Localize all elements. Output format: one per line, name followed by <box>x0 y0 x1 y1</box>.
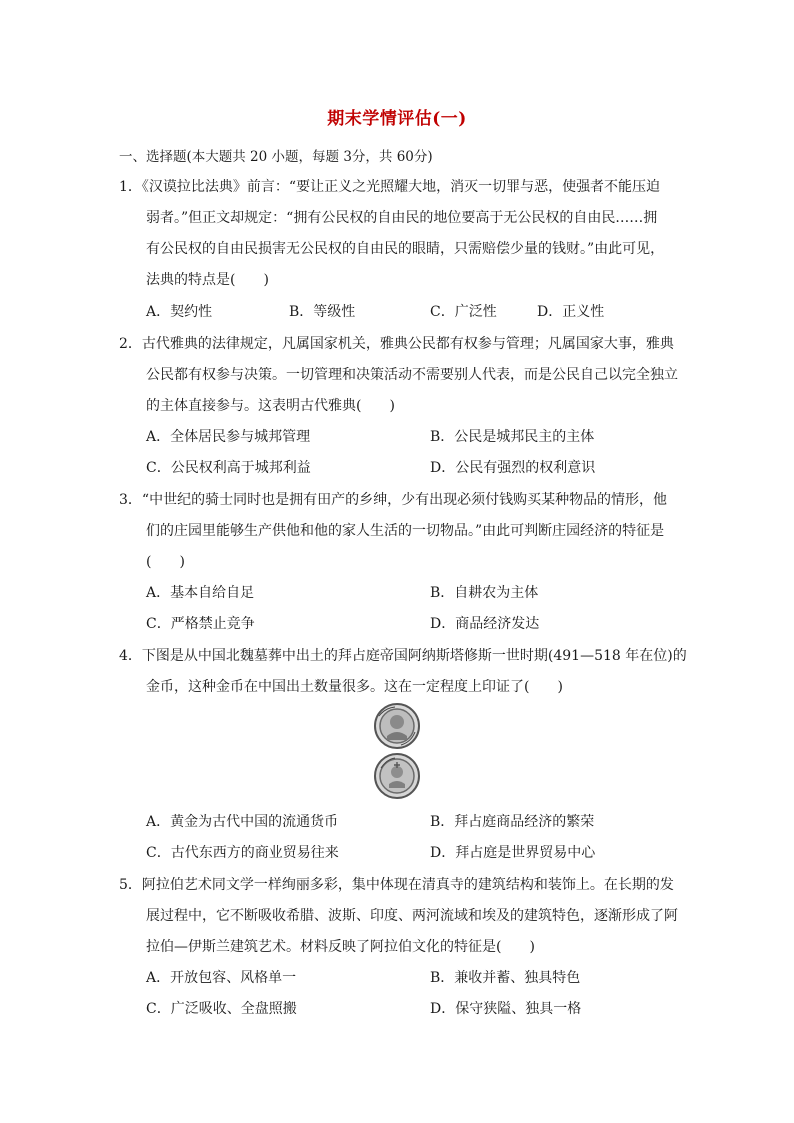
question-1-option-c: C．广泛性 <box>430 304 497 320</box>
question-1-line-1: 1．《汉谟拉比法典》前言：“要让正义之光照耀大地，消灭一切罪与恶，使强者不能压迫 <box>119 179 661 195</box>
question-1-option-d: D．正义性 <box>537 304 605 320</box>
question-4-option-c: C．古代东西方的商业贸易往来 <box>146 845 339 861</box>
question-4-option-a: A．黄金为古代中国的流通货币 <box>146 814 339 830</box>
question-3-option-b: B．自耕农为主体 <box>430 585 539 601</box>
question-4-line-2: 金币，这种金币在中国出土数量很多。这在一定程度上印证了( ) <box>146 679 563 695</box>
question-1-line-3: 有公民权的自由民损害无公民权的自由民的眼睛，只需赔偿少量的钱财。”由此可见， <box>146 241 665 257</box>
question-5-line-3: 拉伯—伊斯兰建筑艺术。材料反映了阿拉伯文化的特征是( ) <box>146 939 535 955</box>
question-2-line-3: 的主体直接参与。这表明古代雅典( ) <box>146 398 395 414</box>
question-1-line-2: 弱者。”但正文却规定：“拥有公民权的自由民的地位要高于无公民权的自由民……拥 <box>146 210 658 226</box>
coin-top <box>375 704 419 748</box>
question-5-option-d: D．保守狭隘、独具一格 <box>430 1001 582 1017</box>
question-4-option-d: D．拜占庭是世界贸易中心 <box>430 845 596 861</box>
question-2-option-d: D．公民有强烈的权利意识 <box>430 460 596 476</box>
page-title: 期末学情评估(一) <box>327 109 467 129</box>
question-1-line-4: 法典的特点是( ) <box>146 272 269 288</box>
question-2-line-2: 公民都有权参与决策。一切管理和决策活动不需要别人代表，而是公民自己以完全独立 <box>146 367 678 383</box>
question-5-option-b: B．兼收并蓄、独具特色 <box>430 970 581 986</box>
question-5-line-2: 展过程中，它不断吸收希腊、波斯、印度、两河流域和埃及的建筑特色，逐渐形成了阿 <box>146 908 678 924</box>
question-2-option-a: A．全体居民参与城邦管理 <box>146 429 311 445</box>
question-5-line-1: 5．阿拉伯艺术同文学一样绚丽多彩，集中体现在清真寺的建筑结构和装饰上。在长期的发 <box>119 877 674 893</box>
section-heading: 一、选择题(本大题共 20 小题，每题 3分，共 60分) <box>119 149 433 165</box>
question-5-option-a: A．开放包容、风格单一 <box>146 970 297 986</box>
question-3-line-2: 们的庄园里能够生产供他和他的家人生活的一切物品。”由此可判断庄园经济的特征是 <box>146 523 665 539</box>
question-3-option-d: D．商品经济发达 <box>430 616 540 632</box>
question-2-option-b: B．公民是城邦民主的主体 <box>430 429 595 445</box>
question-3-line-1: 3．“中世纪的骑士同时也是拥有田产的乡绅，少有出现必须付钱购买某种物品的情形，他 <box>119 492 668 508</box>
question-1-option-b: B．等级性 <box>289 304 356 320</box>
question-5-option-c: C．广泛吸收、全盘照搬 <box>146 1001 297 1017</box>
question-1-option-a: A．契约性 <box>146 304 213 320</box>
question-2-line-1: 2．古代雅典的法律规定，凡属国家机关，雅典公民都有权参与管理；凡属国家大事，雅典 <box>119 336 674 352</box>
gold-coins-image <box>365 702 429 802</box>
question-3-line-3: ( ) <box>146 554 185 570</box>
question-3-option-c: C．严格禁止竞争 <box>146 616 255 632</box>
question-2-option-c: C．公民权利高于城邦利益 <box>146 460 311 476</box>
question-3-option-a: A．基本自给自足 <box>146 585 255 601</box>
question-4-option-b: B．拜占庭商品经济的繁荣 <box>430 814 595 830</box>
coin-bottom <box>375 754 419 798</box>
question-4-line-1: 4．下图是从中国北魏墓葬中出土的拜占庭帝国阿纳斯塔修斯一世时期(491—518 年在位)的 <box>119 648 687 664</box>
